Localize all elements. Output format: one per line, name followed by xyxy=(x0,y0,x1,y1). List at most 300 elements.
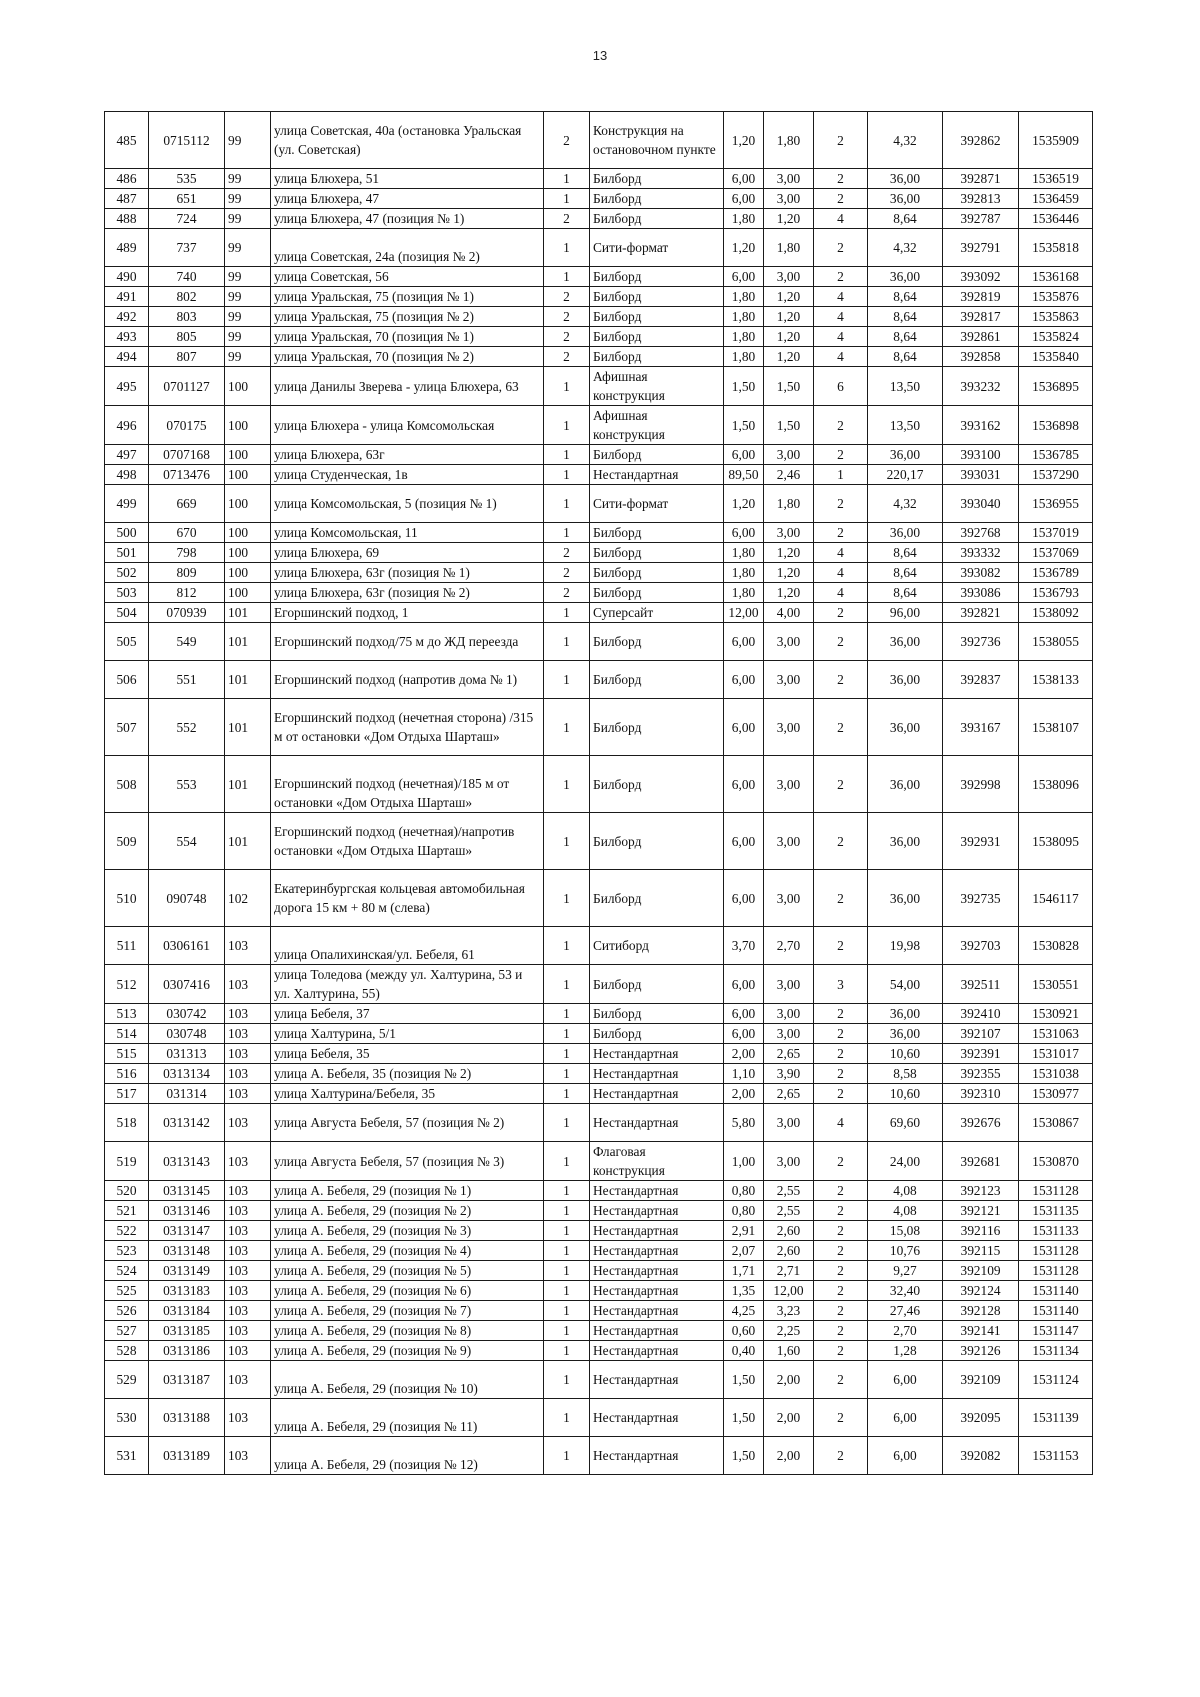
cell-structure-type: Билборд xyxy=(590,661,724,699)
table-row xyxy=(105,1044,1093,1064)
cell-height: 2,70 xyxy=(764,927,814,965)
table-row xyxy=(105,1301,1093,1321)
cell-row-number: 530 xyxy=(105,1399,149,1437)
cell-structure-code: 0313184 xyxy=(149,1301,225,1321)
cell-width: 1,80 xyxy=(724,287,764,307)
cell-registry-id: 393332 xyxy=(943,543,1019,563)
cell-structure-type: Нестандартная xyxy=(590,465,724,485)
cell-district-code: 103 xyxy=(225,1142,271,1181)
cell-row-number: 502 xyxy=(105,563,149,583)
cell-permit-id: 1531128 xyxy=(1019,1241,1093,1261)
cell-permit-id: 1535876 xyxy=(1019,287,1093,307)
cell-registry-id: 392095 xyxy=(943,1399,1019,1437)
cell-area: 6,00 xyxy=(868,1399,943,1437)
cell-address: улица А. Бебеля, 29 (позиция № 11) xyxy=(271,1399,544,1437)
cell-height: 2,65 xyxy=(764,1044,814,1064)
cell-width: 1,50 xyxy=(724,1399,764,1437)
cell-sides-count: 2 xyxy=(814,1024,868,1044)
cell-quantity: 2 xyxy=(544,583,590,603)
cell-registry-id: 393162 xyxy=(943,406,1019,445)
cell-width: 6,00 xyxy=(724,661,764,699)
cell-address: улица А. Бебеля, 29 (позиция № 4) xyxy=(271,1241,544,1261)
cell-permit-id: 1535840 xyxy=(1019,347,1093,367)
cell-quantity: 1 xyxy=(544,603,590,623)
cell-registry-id: 393031 xyxy=(943,465,1019,485)
cell-structure-type: Нестандартная xyxy=(590,1084,724,1104)
cell-sides-count: 2 xyxy=(814,1399,868,1437)
cell-height: 3,00 xyxy=(764,813,814,870)
cell-registry-id: 393167 xyxy=(943,699,1019,756)
cell-permit-id: 1537019 xyxy=(1019,523,1093,543)
cell-quantity: 1 xyxy=(544,1399,590,1437)
cell-registry-id: 392082 xyxy=(943,1437,1019,1475)
cell-quantity: 1 xyxy=(544,623,590,661)
cell-address: улица Бебеля, 37 xyxy=(271,1004,544,1024)
cell-registry-id: 392791 xyxy=(943,229,1019,267)
cell-quantity: 1 xyxy=(544,1201,590,1221)
cell-address: улица А. Бебеля, 29 (позиция № 1) xyxy=(271,1181,544,1201)
cell-district-code: 99 xyxy=(225,209,271,229)
table-row xyxy=(105,112,1093,169)
cell-structure-type: Нестандартная xyxy=(590,1181,724,1201)
cell-structure-type: Билборд xyxy=(590,699,724,756)
cell-quantity: 1 xyxy=(544,1261,590,1281)
cell-structure-type: Суперсайт xyxy=(590,603,724,623)
cell-structure-code: 805 xyxy=(149,327,225,347)
cell-registry-id: 393092 xyxy=(943,267,1019,287)
cell-sides-count: 2 xyxy=(814,485,868,523)
cell-address: улица А. Бебеля, 29 (позиция № 3) xyxy=(271,1221,544,1241)
cell-row-number: 523 xyxy=(105,1241,149,1261)
cell-height: 1,20 xyxy=(764,287,814,307)
cell-structure-type: Билборд xyxy=(590,583,724,603)
cell-permit-id: 1531128 xyxy=(1019,1261,1093,1281)
cell-structure-type: Нестандартная xyxy=(590,1437,724,1475)
cell-address: улица Советская, 24а (позиция № 2) xyxy=(271,229,544,267)
cell-address: улица Советская, 40а (остановка Уральская (ул. Советская) xyxy=(271,112,544,169)
cell-width: 6,00 xyxy=(724,965,764,1004)
cell-registry-id: 392121 xyxy=(943,1201,1019,1221)
cell-row-number: 503 xyxy=(105,583,149,603)
cell-sides-count: 4 xyxy=(814,347,868,367)
cell-district-code: 103 xyxy=(225,1084,271,1104)
cell-structure-type: Нестандартная xyxy=(590,1341,724,1361)
cell-district-code: 99 xyxy=(225,287,271,307)
cell-area: 8,64 xyxy=(868,209,943,229)
cell-area: 36,00 xyxy=(868,699,943,756)
cell-sides-count: 1 xyxy=(814,465,868,485)
cell-quantity: 1 xyxy=(544,445,590,465)
cell-permit-id: 1536955 xyxy=(1019,485,1093,523)
cell-sides-count: 2 xyxy=(814,189,868,209)
cell-registry-id: 393232 xyxy=(943,367,1019,406)
cell-sides-count: 2 xyxy=(814,1201,868,1221)
cell-height: 3,00 xyxy=(764,623,814,661)
cell-address: улица Блюхера, 47 xyxy=(271,189,544,209)
cell-height: 3,00 xyxy=(764,870,814,927)
cell-quantity: 1 xyxy=(544,1084,590,1104)
cell-area: 10,76 xyxy=(868,1241,943,1261)
cell-structure-type: Флаговая конструкция xyxy=(590,1142,724,1181)
cell-area: 19,98 xyxy=(868,927,943,965)
cell-height: 1,20 xyxy=(764,209,814,229)
cell-structure-type: Сити-формат xyxy=(590,229,724,267)
cell-address: улица Блюхера - улица Комсомольская xyxy=(271,406,544,445)
cell-width: 1,10 xyxy=(724,1064,764,1084)
cell-structure-code: 070939 xyxy=(149,603,225,623)
table-row xyxy=(105,1261,1093,1281)
cell-structure-type: Нестандартная xyxy=(590,1221,724,1241)
cell-permit-id: 1536793 xyxy=(1019,583,1093,603)
cell-district-code: 103 xyxy=(225,1024,271,1044)
cell-width: 4,25 xyxy=(724,1301,764,1321)
cell-quantity: 1 xyxy=(544,1341,590,1361)
cell-sides-count: 2 xyxy=(814,1044,868,1064)
cell-height: 3,00 xyxy=(764,661,814,699)
cell-height: 3,00 xyxy=(764,445,814,465)
cell-permit-id: 1535824 xyxy=(1019,327,1093,347)
cell-row-number: 510 xyxy=(105,870,149,927)
cell-row-number: 486 xyxy=(105,169,149,189)
cell-sides-count: 6 xyxy=(814,367,868,406)
cell-quantity: 1 xyxy=(544,756,590,813)
cell-structure-type: Нестандартная xyxy=(590,1241,724,1261)
cell-height: 1,20 xyxy=(764,583,814,603)
cell-district-code: 99 xyxy=(225,347,271,367)
table-row xyxy=(105,209,1093,229)
cell-row-number: 508 xyxy=(105,756,149,813)
cell-permit-id: 1530551 xyxy=(1019,965,1093,1004)
cell-area: 36,00 xyxy=(868,623,943,661)
cell-width: 1,20 xyxy=(724,112,764,169)
cell-district-code: 102 xyxy=(225,870,271,927)
cell-structure-type: Нестандартная xyxy=(590,1321,724,1341)
table-row xyxy=(105,870,1093,927)
cell-structure-code: 0313134 xyxy=(149,1064,225,1084)
cell-permit-id: 1538055 xyxy=(1019,623,1093,661)
table-row xyxy=(105,1104,1093,1142)
cell-area: 24,00 xyxy=(868,1142,943,1181)
cell-permit-id: 1536519 xyxy=(1019,169,1093,189)
cell-structure-code: 0306161 xyxy=(149,927,225,965)
cell-width: 0,60 xyxy=(724,1321,764,1341)
cell-sides-count: 2 xyxy=(814,1084,868,1104)
cell-area: 36,00 xyxy=(868,169,943,189)
cell-height: 1,80 xyxy=(764,229,814,267)
cell-width: 1,00 xyxy=(724,1142,764,1181)
cell-area: 8,64 xyxy=(868,307,943,327)
cell-registry-id: 392124 xyxy=(943,1281,1019,1301)
cell-district-code: 103 xyxy=(225,1181,271,1201)
cell-row-number: 492 xyxy=(105,307,149,327)
cell-registry-id: 392817 xyxy=(943,307,1019,327)
cell-width: 1,80 xyxy=(724,209,764,229)
cell-quantity: 1 xyxy=(544,367,590,406)
table-row xyxy=(105,603,1093,623)
cell-registry-id: 393082 xyxy=(943,563,1019,583)
cell-structure-type: Нестандартная xyxy=(590,1064,724,1084)
cell-area: 6,00 xyxy=(868,1361,943,1399)
cell-district-code: 100 xyxy=(225,445,271,465)
table-row xyxy=(105,347,1093,367)
cell-permit-id: 1536789 xyxy=(1019,563,1093,583)
cell-width: 6,00 xyxy=(724,267,764,287)
cell-area: 69,60 xyxy=(868,1104,943,1142)
cell-district-code: 99 xyxy=(225,169,271,189)
cell-structure-type: Билборд xyxy=(590,169,724,189)
cell-structure-code: 0313147 xyxy=(149,1221,225,1241)
cell-height: 1,50 xyxy=(764,367,814,406)
cell-height: 1,20 xyxy=(764,543,814,563)
cell-sides-count: 2 xyxy=(814,1437,868,1475)
cell-width: 5,80 xyxy=(724,1104,764,1142)
cell-row-number: 491 xyxy=(105,287,149,307)
cell-width: 1,80 xyxy=(724,543,764,563)
cell-address: улица А. Бебеля, 29 (позиция № 10) xyxy=(271,1361,544,1399)
cell-address: улица Студенческая, 1в xyxy=(271,465,544,485)
cell-district-code: 103 xyxy=(225,1261,271,1281)
cell-area: 36,00 xyxy=(868,661,943,699)
cell-address: улица Блюхера, 69 xyxy=(271,543,544,563)
cell-quantity: 1 xyxy=(544,1437,590,1475)
cell-quantity: 1 xyxy=(544,1361,590,1399)
cell-area: 36,00 xyxy=(868,813,943,870)
cell-row-number: 487 xyxy=(105,189,149,209)
cell-sides-count: 2 xyxy=(814,927,868,965)
cell-sides-count: 2 xyxy=(814,813,868,870)
cell-structure-type: Билборд xyxy=(590,327,724,347)
cell-height: 2,60 xyxy=(764,1221,814,1241)
cell-quantity: 2 xyxy=(544,543,590,563)
cell-district-code: 100 xyxy=(225,523,271,543)
cell-structure-code: 0313187 xyxy=(149,1361,225,1399)
cell-row-number: 522 xyxy=(105,1221,149,1241)
cell-district-code: 101 xyxy=(225,661,271,699)
cell-structure-code: 031313 xyxy=(149,1044,225,1064)
cell-permit-id: 1530828 xyxy=(1019,927,1093,965)
cell-registry-id: 393086 xyxy=(943,583,1019,603)
cell-area: 32,40 xyxy=(868,1281,943,1301)
cell-quantity: 1 xyxy=(544,1044,590,1064)
cell-structure-type: Билборд xyxy=(590,209,724,229)
cell-sides-count: 2 xyxy=(814,229,868,267)
cell-district-code: 103 xyxy=(225,1321,271,1341)
cell-area: 8,64 xyxy=(868,583,943,603)
cell-structure-type: Нестандартная xyxy=(590,1361,724,1399)
cell-quantity: 1 xyxy=(544,485,590,523)
cell-district-code: 103 xyxy=(225,1044,271,1064)
cell-height: 3,00 xyxy=(764,1004,814,1024)
cell-permit-id: 1546117 xyxy=(1019,870,1093,927)
cell-structure-code: 031314 xyxy=(149,1084,225,1104)
cell-address: улица Блюхера, 63г (позиция № 2) xyxy=(271,583,544,603)
cell-height: 1,20 xyxy=(764,307,814,327)
cell-sides-count: 2 xyxy=(814,623,868,661)
table-row xyxy=(105,1399,1093,1437)
cell-registry-id: 392141 xyxy=(943,1321,1019,1341)
cell-quantity: 1 xyxy=(544,1241,590,1261)
table-row xyxy=(105,1221,1093,1241)
cell-registry-id: 392107 xyxy=(943,1024,1019,1044)
cell-quantity: 1 xyxy=(544,870,590,927)
cell-width: 3,70 xyxy=(724,927,764,965)
cell-height: 3,00 xyxy=(764,699,814,756)
cell-sides-count: 2 xyxy=(814,1064,868,1084)
cell-address: улица А. Бебеля, 29 (позиция № 12) xyxy=(271,1437,544,1475)
cell-structure-type: Нестандартная xyxy=(590,1104,724,1142)
cell-width: 6,00 xyxy=(724,756,764,813)
cell-quantity: 1 xyxy=(544,1024,590,1044)
table-row xyxy=(105,1241,1093,1261)
cell-width: 6,00 xyxy=(724,870,764,927)
cell-quantity: 1 xyxy=(544,189,590,209)
cell-area: 36,00 xyxy=(868,523,943,543)
cell-height: 1,80 xyxy=(764,112,814,169)
cell-width: 6,00 xyxy=(724,813,764,870)
cell-height: 2,00 xyxy=(764,1361,814,1399)
cell-height: 2,55 xyxy=(764,1181,814,1201)
table-row xyxy=(105,267,1093,287)
cell-row-number: 493 xyxy=(105,327,149,347)
cell-district-code: 103 xyxy=(225,1341,271,1361)
cell-structure-type: Билборд xyxy=(590,563,724,583)
cell-structure-code: 0313145 xyxy=(149,1181,225,1201)
cell-registry-id: 392819 xyxy=(943,287,1019,307)
cell-permit-id: 1531140 xyxy=(1019,1281,1093,1301)
cell-address: улица Бебеля, 35 xyxy=(271,1044,544,1064)
cell-area: 36,00 xyxy=(868,1024,943,1044)
cell-sides-count: 3 xyxy=(814,965,868,1004)
cell-structure-type: Нестандартная xyxy=(590,1261,724,1281)
cell-structure-code: 737 xyxy=(149,229,225,267)
table-row xyxy=(105,1321,1093,1341)
cell-address: улица Опалихинская/ул. Бебеля, 61 xyxy=(271,927,544,965)
cell-district-code: 103 xyxy=(225,965,271,1004)
cell-district-code: 101 xyxy=(225,813,271,870)
table-row xyxy=(105,1281,1093,1301)
cell-permit-id: 1538107 xyxy=(1019,699,1093,756)
cell-structure-code: 803 xyxy=(149,307,225,327)
cell-area: 8,64 xyxy=(868,287,943,307)
cell-row-number: 526 xyxy=(105,1301,149,1321)
cell-width: 0,80 xyxy=(724,1201,764,1221)
cell-quantity: 1 xyxy=(544,1004,590,1024)
cell-district-code: 103 xyxy=(225,1437,271,1475)
cell-height: 2,55 xyxy=(764,1201,814,1221)
cell-height: 3,00 xyxy=(764,189,814,209)
cell-quantity: 1 xyxy=(544,1104,590,1142)
cell-district-code: 103 xyxy=(225,1399,271,1437)
cell-quantity: 1 xyxy=(544,1064,590,1084)
table-row xyxy=(105,229,1093,267)
cell-area: 4,32 xyxy=(868,229,943,267)
cell-permit-id: 1530921 xyxy=(1019,1004,1093,1024)
cell-width: 6,00 xyxy=(724,523,764,543)
cell-structure-code: 0313183 xyxy=(149,1281,225,1301)
cell-structure-type: Билборд xyxy=(590,756,724,813)
cell-district-code: 99 xyxy=(225,327,271,347)
cell-quantity: 1 xyxy=(544,267,590,287)
cell-structure-code: 551 xyxy=(149,661,225,699)
cell-sides-count: 2 xyxy=(814,603,868,623)
cell-registry-id: 392931 xyxy=(943,813,1019,870)
cell-width: 1,50 xyxy=(724,1437,764,1475)
cell-structure-type: Нестандартная xyxy=(590,1044,724,1064)
cell-structure-code: 740 xyxy=(149,267,225,287)
cell-width: 1,80 xyxy=(724,583,764,603)
cell-registry-id: 393040 xyxy=(943,485,1019,523)
cell-sides-count: 2 xyxy=(814,661,868,699)
cell-quantity: 1 xyxy=(544,1221,590,1241)
cell-height: 2,71 xyxy=(764,1261,814,1281)
cell-width: 6,00 xyxy=(724,1024,764,1044)
cell-row-number: 505 xyxy=(105,623,149,661)
cell-area: 4,32 xyxy=(868,485,943,523)
cell-structure-code: 535 xyxy=(149,169,225,189)
cell-area: 8,64 xyxy=(868,327,943,347)
cell-structure-code: 070175 xyxy=(149,406,225,445)
cell-row-number: 528 xyxy=(105,1341,149,1361)
cell-row-number: 496 xyxy=(105,406,149,445)
cell-structure-code: 0313143 xyxy=(149,1142,225,1181)
cell-district-code: 99 xyxy=(225,307,271,327)
cell-district-code: 103 xyxy=(225,1064,271,1084)
cell-quantity: 2 xyxy=(544,563,590,583)
cell-registry-id: 392736 xyxy=(943,623,1019,661)
cell-registry-id: 392116 xyxy=(943,1221,1019,1241)
cell-permit-id: 1538096 xyxy=(1019,756,1093,813)
cell-structure-type: Нестандартная xyxy=(590,1399,724,1437)
cell-registry-id: 392821 xyxy=(943,603,1019,623)
cell-width: 0,80 xyxy=(724,1181,764,1201)
cell-area: 13,50 xyxy=(868,367,943,406)
cell-address: Егоршинский подход, 1 xyxy=(271,603,544,623)
cell-permit-id: 1531124 xyxy=(1019,1361,1093,1399)
cell-width: 2,91 xyxy=(724,1221,764,1241)
cell-quantity: 1 xyxy=(544,661,590,699)
cell-permit-id: 1531134 xyxy=(1019,1341,1093,1361)
cell-row-number: 488 xyxy=(105,209,149,229)
cell-height: 2,60 xyxy=(764,1241,814,1261)
cell-structure-code: 812 xyxy=(149,583,225,603)
cell-sides-count: 2 xyxy=(814,406,868,445)
cell-structure-code: 798 xyxy=(149,543,225,563)
cell-height: 3,00 xyxy=(764,267,814,287)
table-row xyxy=(105,543,1093,563)
cell-address: Екатеринбургская кольцевая автомобильная дорога 15 км + 80 м (слева) xyxy=(271,870,544,927)
cell-structure-code: 651 xyxy=(149,189,225,209)
cell-sides-count: 2 xyxy=(814,1261,868,1281)
cell-structure-type: Билборд xyxy=(590,287,724,307)
cell-row-number: 489 xyxy=(105,229,149,267)
cell-district-code: 100 xyxy=(225,543,271,563)
cell-quantity: 1 xyxy=(544,229,590,267)
cell-district-code: 100 xyxy=(225,367,271,406)
cell-structure-type: Афишная конструкция xyxy=(590,406,724,445)
cell-sides-count: 4 xyxy=(814,209,868,229)
cell-permit-id: 1538092 xyxy=(1019,603,1093,623)
cell-height: 2,46 xyxy=(764,465,814,485)
cell-width: 12,00 xyxy=(724,603,764,623)
cell-row-number: 524 xyxy=(105,1261,149,1281)
cell-permit-id: 1537290 xyxy=(1019,465,1093,485)
cell-permit-id: 1536459 xyxy=(1019,189,1093,209)
cell-row-number: 520 xyxy=(105,1181,149,1201)
cell-registry-id: 392128 xyxy=(943,1301,1019,1321)
cell-address: улица Комсомольская, 11 xyxy=(271,523,544,543)
cell-district-code: 103 xyxy=(225,1301,271,1321)
cell-district-code: 100 xyxy=(225,583,271,603)
